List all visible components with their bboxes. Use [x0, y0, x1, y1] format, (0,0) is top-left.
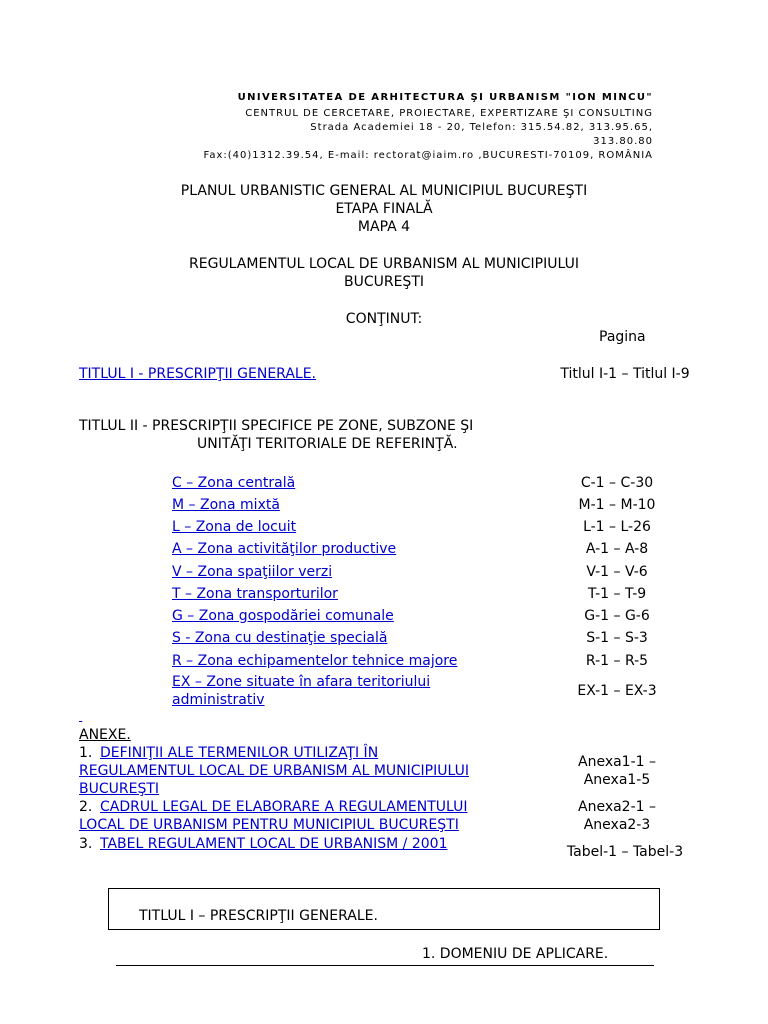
anexa-1-link-end[interactable]: BUCUREŞTI — [79, 781, 160, 797]
phone-extra: 313.80.80 — [593, 136, 653, 147]
anexa-1-pages-start: Anexa1-1 – — [578, 754, 656, 770]
toc-link-zone-t[interactable]: T – Zona transporturilor — [172, 586, 338, 602]
anexa-2-number: 2. — [79, 799, 93, 815]
toc-pages-zone-c: C-1 – C-30 — [580, 475, 654, 491]
toc-link-zone-l[interactable]: L – Zona de locuit — [172, 519, 297, 535]
anexa-2-link-cont[interactable]: LOCAL DE URBANISM PENTRU MUNICIPIUL BUCUREŞTI — [79, 817, 459, 833]
anexa-1-link-cont[interactable]: REGULAMENTUL LOCAL DE URBANISM AL MUNICIPIULUI — [79, 763, 469, 779]
toc-titlul-2: TITLUL II - PRESCRIPŢII SPECIFICE PE ZONE, SUBZONE ŞI — [79, 418, 474, 434]
toc-link-zone-ex[interactable]: EX – Zone situate în afara teritoriului — [172, 674, 431, 690]
anexa-2-pages-end: Anexa2-3 — [583, 817, 651, 833]
toc-pages-zone-a: A-1 – A-8 — [585, 541, 649, 557]
toc-link-zone-a[interactable]: A – Zona activităţilor productive — [172, 541, 397, 557]
contents-heading: CONŢINUT: — [345, 311, 423, 327]
toc-link-zone-c[interactable]: C – Zona centrală — [172, 475, 296, 491]
anexa-2-link[interactable]: CADRUL LEGAL DE ELABORARE A REGULAMENTULUI — [100, 799, 468, 815]
toc-link-zone-v[interactable]: V – Zona spaţiilor verzi — [172, 564, 333, 580]
anexa-3-pages: Tabel-1 – Tabel-3 — [566, 844, 684, 860]
anexe-heading: ANEXE. — [79, 727, 131, 743]
toc-pages-zone-m: M-1 – M-10 — [578, 497, 656, 513]
section-title-box — [108, 888, 660, 930]
research-center: CENTRUL DE CERCETARE, PROIECTARE, EXPERTIZARE ŞI CONSULTING — [245, 108, 653, 119]
toc-link-zone-ex-cont[interactable]: administrativ — [172, 692, 265, 708]
toc-titlul-2-cont: UNITĂŢI TERITORIALE DE REFERINŢĂ. — [197, 436, 458, 452]
toc-pages-zone-s: S-1 – S-3 — [586, 630, 648, 646]
anexa-1-number: 1. — [79, 745, 93, 761]
doc-folder: MAPA 4 — [357, 219, 411, 235]
regulation-city: BUCUREŞTI — [343, 274, 424, 290]
anexe-marker — [79, 712, 82, 723]
anexa-2-pages-start: Anexa2-1 – — [578, 799, 656, 815]
section-divider — [116, 965, 654, 966]
toc-link-titlul-1[interactable]: TITLUL I - PRESCRIPŢII GENERALE. — [79, 366, 316, 382]
section-title: TITLUL I – PRESCRIPŢII GENERALE. — [139, 908, 378, 924]
anexa-3-number: 3. — [79, 836, 93, 852]
regulation-title: REGULAMENTUL LOCAL DE URBANISM AL MUNICIPIULUI — [189, 256, 579, 272]
toc-pages-zone-v: V-1 – V-6 — [586, 564, 648, 580]
toc-pages-zone-l: L-1 – L-26 — [583, 519, 651, 535]
toc-pages-zone-g: G-1 – G-6 — [584, 608, 650, 624]
toc-link-zone-m[interactable]: M – Zona mixtă — [172, 497, 280, 513]
doc-stage: ETAPA FINALĂ — [335, 201, 433, 217]
toc-link-zone-r[interactable]: R – Zona echipamentelor tehnice majore — [172, 653, 458, 669]
toc-pages-zone-ex: EX-1 – EX-3 — [577, 683, 657, 699]
toc-pages-titlul-1: Titlul I-1 – Titlul I-9 — [560, 366, 690, 382]
toc-link-zone-s[interactable]: S - Zona cu destinaţie specială — [172, 630, 388, 646]
anexa-1-pages-end: Anexa1-5 — [583, 772, 651, 788]
section-subheading: 1. DOMENIU DE APLICARE. — [422, 946, 609, 962]
university-name: UNIVERSITATEA DE ARHITECTURA ŞI URBANISM "ION MINCU" — [237, 92, 653, 103]
contact-line: Fax:(40)1312.39.54, E-mail: rectorat@iaim.ro ,BUCURESTI-70109, ROMÂNIA — [203, 150, 653, 161]
toc-pages-zone-r: R-1 – R-5 — [585, 653, 649, 669]
toc-link-zone-g[interactable]: G – Zona gospodăriei comunale — [172, 608, 394, 624]
address-line: Strada Academiei 18 - 20, Telefon: 315.54.82, 313.95.65, — [310, 122, 653, 133]
anexa-1-link[interactable]: DEFINIŢII ALE TERMENILOR UTILIZAŢI ÎN — [100, 745, 379, 761]
page-column-heading: Pagina — [599, 329, 646, 345]
anexa-3-link[interactable]: TABEL REGULAMENT LOCAL DE URBANISM / 2001 — [100, 836, 448, 852]
toc-pages-zone-t: T-1 – T-9 — [587, 586, 647, 602]
doc-title: PLANUL URBANISTIC GENERAL AL MUNICIPIUL BUCUREŞTI — [180, 183, 588, 199]
